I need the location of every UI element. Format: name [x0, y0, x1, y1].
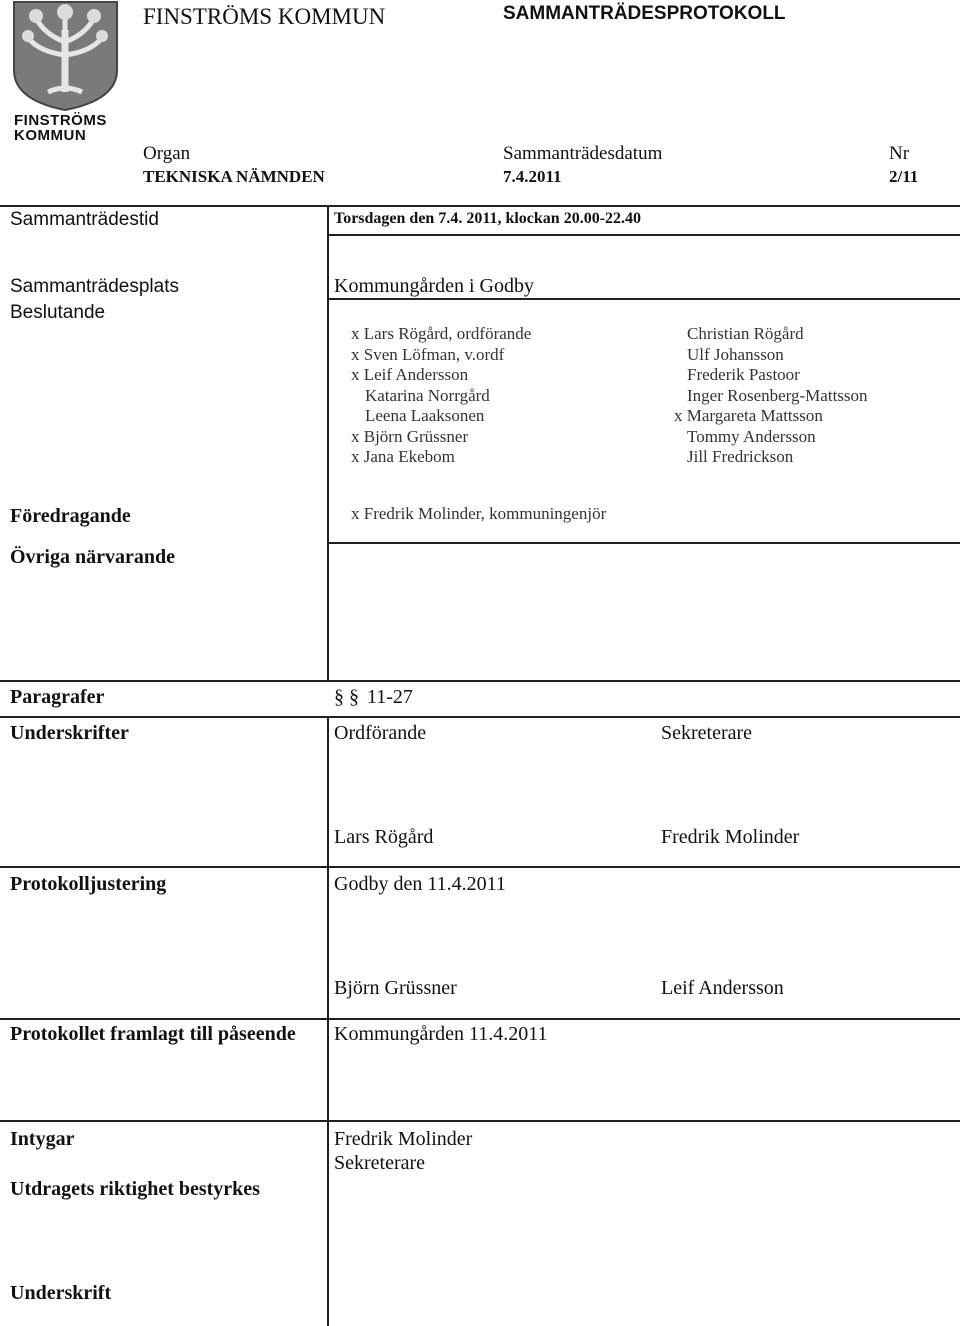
- divider: [327, 298, 960, 300]
- certifier-role: Sekreterare: [334, 1152, 426, 1174]
- meeting-date-value: 7.4.2011: [503, 167, 562, 186]
- member-left: x Lars Rögård, ordförande: [351, 324, 532, 343]
- divider: [0, 205, 960, 207]
- member-right: Tommy Andersson: [687, 427, 816, 446]
- member-left: x Jana Ekebom: [351, 447, 455, 466]
- divider: [327, 234, 960, 236]
- divider: [327, 542, 960, 544]
- member-left: x Björn Grüssner: [351, 427, 469, 446]
- adjustment-place-date: Godby den 11.4.2011: [334, 873, 506, 895]
- logo-wordmark: FINSTRÖMS KOMMUN: [14, 112, 107, 144]
- decision-makers-label: Beslutande: [10, 302, 106, 323]
- member-right: Christian Rögård: [687, 324, 804, 343]
- minutes-adjustment-label: Protokolljustering: [10, 873, 167, 895]
- divider: [0, 866, 960, 868]
- member-right: Inger Rosenberg-Mattsson: [687, 386, 868, 405]
- paragraphs-label: Paragrafer: [10, 686, 105, 708]
- divider: [0, 1018, 960, 1020]
- signature-label: Underskrift: [10, 1282, 112, 1304]
- member-right: Frederik Pastoor: [687, 365, 800, 384]
- paragraphs-value: 11-27: [367, 686, 413, 708]
- meeting-time-value: Torsdagen den 7.4. 2011, klockan 20.00-22.40: [334, 210, 642, 227]
- chair-role: Ordförande: [334, 722, 427, 744]
- member-right: x Margareta Mattsson: [674, 406, 823, 425]
- adjuster-name-1: Björn Grüssner: [334, 977, 457, 999]
- public-display-label: Protokollet framlagt till påseende: [10, 1023, 296, 1045]
- member-left: Katarina Norrgård: [365, 386, 490, 405]
- coat-of-arms-icon: [8, 0, 123, 112]
- extract-certified-label: Utdragets riktighet bestyrkes: [10, 1178, 260, 1200]
- signatures-label: Underskrifter: [10, 722, 129, 744]
- member-left: x Leif Andersson: [351, 365, 469, 384]
- public-display-value: Kommungården 11.4.2011: [334, 1023, 548, 1045]
- column-divider: [327, 205, 329, 680]
- member-left: Leena Laaksonen: [365, 406, 485, 425]
- organ-label: Organ: [143, 143, 191, 164]
- municipality-logo: [8, 0, 123, 145]
- member-right: Jill Fredrickson: [687, 447, 794, 466]
- secretary-name: Fredrik Molinder: [661, 826, 800, 848]
- meeting-date-label: Sammanträdesdatum: [503, 143, 663, 164]
- number-label: Nr: [889, 143, 910, 164]
- number-value: 2/11: [889, 167, 919, 186]
- divider: [0, 1120, 960, 1122]
- meeting-time-label: Sammanträdestid: [10, 209, 159, 230]
- column-divider: [327, 718, 329, 1326]
- document-type-title: SAMMANTRÄDESPROTOKOLL: [503, 3, 786, 24]
- divider: [0, 680, 960, 682]
- presenter-value: x Fredrik Molinder, kommuningenjör: [351, 504, 607, 523]
- meeting-place-value: Kommungården i Godby: [334, 275, 534, 297]
- others-present-label: Övriga närvarande: [10, 546, 175, 568]
- certifies-label: Intygar: [10, 1128, 75, 1150]
- member-left: x Sven Löfman, v.ordf: [351, 345, 505, 364]
- municipality-title: FINSTRÖMS KOMMUN: [143, 4, 386, 29]
- chair-name: Lars Rögård: [334, 826, 434, 848]
- section-symbol: § §: [334, 686, 359, 708]
- secretary-role: Sekreterare: [661, 722, 753, 744]
- presenter-label: Föredragande: [10, 505, 131, 527]
- certifier-name: Fredrik Molinder: [334, 1128, 473, 1150]
- member-right: Ulf Johansson: [687, 345, 784, 364]
- organ-value: TEKNISKA NÄMNDEN: [143, 167, 325, 186]
- divider: [0, 716, 960, 718]
- adjuster-name-2: Leif Andersson: [661, 977, 784, 999]
- meeting-place-label: Sammanträdesplats: [10, 276, 179, 297]
